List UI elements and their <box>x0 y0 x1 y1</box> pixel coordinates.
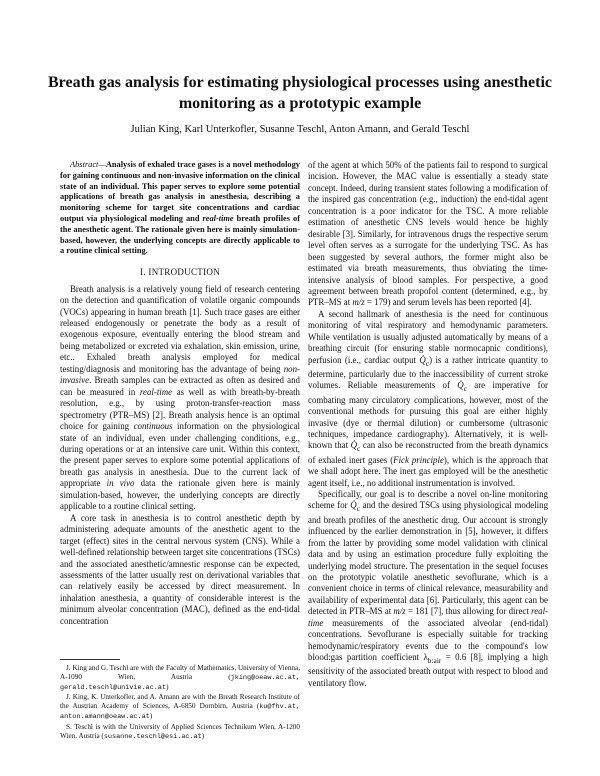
author-list: Julian King, Karl Unterkofler, Susanne Teschl, Anton Amann, and Gerald Teschl <box>130 124 470 135</box>
abstract-label: Abstract— <box>70 160 106 169</box>
footnote-2: J. King, K. Unterkofler, and A. Amann are with the Breath Research Institute of the Austrian Academy of Sciences, A-6850 Dornbirn, Austria (ku@fhv.at, anton.amann@oeaw.ac.at) <box>60 693 300 722</box>
section-heading-introduction: I. INTRODUCTION <box>140 267 220 278</box>
paper-title: Breath gas analysis for estimating physiological processes using anesthetic monitoring as a prototypic example <box>47 74 553 112</box>
left-column <box>60 160 300 627</box>
right-paragraph-3: Specifically, our goal is to describe a novel on-line monitoring scheme for $Q̇_c$ and the desired TSCs using physiological modeling and breath profiles of the anesthetic drug. Our account is strongly influenced by the earlier demonstration in [5], however, it differs from the latter by providing some model validation with clinical data and by using an estimation procedure fully exploiting the underlying model structure. The presentation in the sequel focuses on the prototypic volatile anesthetic sevoflurane, which is a convenient choice in terms of clinical relevance, measurability and availability of experimental data [6]. Particularly, this agent can be detected in PTR–MS at m/z = 181 [7], thus allowing for direct real-time measurements of the associated alveolar (end-tidal) concentrations. Sevoflurane is especially suitable for tracking hemodynamic/respiratory events due to the compound's low blood:gas partition coefficient $\lambda_{b:air} = 0.6$ [8], implying a high sensitivity of the associated breath output with respect to blood and ventilatory flow. <box>308 489 549 688</box>
footnote-3: S. Teschl is with the University of Applied Sciences Technikum Wien, A-1200 Wien, Austria (susanne.teschl@esi.ac.at) <box>60 722 300 741</box>
right-column <box>308 160 548 689</box>
intro-paragraph-1: Breath analysis is a relatively young field of research centering on the detection and quantification of volatile organic compounds (VOCs) appearing in human breath [1]. Such trace gases are either released endogenously or penetrate the body as a result of exogenous exposure, eventually entering the blood stream and being metabolized or excreted via exhalation, skin emission, urine, etc.. Exhaled breath analysis employed for medical testing/diagnosis and monitoring has the advantage of being non-invasive. Breath samples can be extracted as often as desired and can be measured in real-time as well as with breath-by-breath resolution, e.g., by using proton-transfer-reaction mass spectrometry (PTR–MS) [2]. Breath analysis hence is an optimal choice for gaining continuous information on the physiological state of an individual, even under challenging conditions, e.g., during operations or at an intensive care unit. Within this context, the present paper serves to explore some potential applications of breath gas analysis in anesthesia. Due to the current lack of appropriate in vivo data the rationale given here is mainly simulation-based, however, the underlying concepts are directly applicable to a routine clinical setting. <box>60 283 300 512</box>
intro-paragraph-2: A core task in anesthesia is to control anesthetic depth by administering adequate amounts of the anesthetic agent to the target (effect) sites in the central nervous system (CNS). While a well-defined relationship between target site concentrations (TSCs) and the associated anesthetic/amnestic response can be expected, assessments of the latter usually rest on derivational variables that can relatively easily be accessed by direct measurement. In inhalation anesthesia, a quantity of considerable interest is the minimum alveolar concentration (MAC), defined as the end-tidal concentration <box>60 512 300 626</box>
right-paragraph-1: of the agent at which 50% of the patients fail to respond to surgical incision. However, the MAC value is essentially a steady state concept. Indeed, during transient states following a modification of the inspired gas concentration (e.g., induction) the end-tidal agent concentration is a poor indicator for the TSC. A more reliable estimation of anesthetic CNS levels would hence be highly desirable [3]. Similarly, for intravenous drugs the respective serum level often serves as a surrogate for the underlying TSC. As has been suggested by several authors, the former might also be estimated via breath measurements, thus obviating the time-intensive analysis of blood samples. For perspective, a good agreement between breath propofol content (determined, e.g., by PTR–MS at m/z = 179) and serum levels has been reported [4]. <box>308 160 548 308</box>
footnotes <box>60 659 300 742</box>
footnote-2-email[interactable]: ku@fhv.at, anton.amann@oeaw.ac.at <box>60 703 300 722</box>
footnote-3-email[interactable]: susanne.teschl@esi.ac.at <box>103 732 202 741</box>
footnote-1: J. King and G. Teschl are with the Faculty of Mathematics, University of Vienna, A-1090 Wien, Austria (jking@oeaw.ac.at, gerald.teschl@univie.ac.at) <box>60 664 300 693</box>
footnote-rule <box>60 659 120 660</box>
abstract: Abstract—Analysis of exhaled trace gases is a novel methodology for gaining continuous and non-invasive information on the clinical state of an individual. This paper serves to explore some potential applications of breath gas analysis in anesthesia, describing a monitoring scheme for target site concentrations and cardiac output via physiological modeling and real-time breath profiles of the anesthetic agent. The rationale given here is mainly simulation-based, however, the underlying concepts are directly applicable to a routine clinical setting. <box>60 160 300 256</box>
right-paragraph-2: A second hallmark of anesthesia is the need for continuous monitoring of vital respiratory and hemodynamic parameters. While ventilation is usually adjusted automatically by means of a breathing circuit (for ensuring stable normocapnic conditions), perfusion (i.e., cardiac output $Q̇_c$) is a rather intricate quantity to determine, particularly due to the inaccessibility of current stroke volumes. Reliable measurements of $Q̇_c$ are imperative for combating many circulatory complications, however, most of the conventional methods for pursuing this goal are either highly invasive (dye or thermal dilution) or cumbersome (ultrasonic techniques, impedance cardiography). Alternatively, it is well-known that $Q̇_c$ can also be reconstructed from the breath dynamics of exhaled inert gases (Fick principle), which is the approach that we shall adopt here. The inert gas employed will be the anesthetic agent itself, i.e., no additional instrumentation is involved. <box>308 308 549 488</box>
footnote-1-email[interactable]: jking@oeaw.ac.at, gerald.teschl@univie.ac.at <box>60 674 300 693</box>
